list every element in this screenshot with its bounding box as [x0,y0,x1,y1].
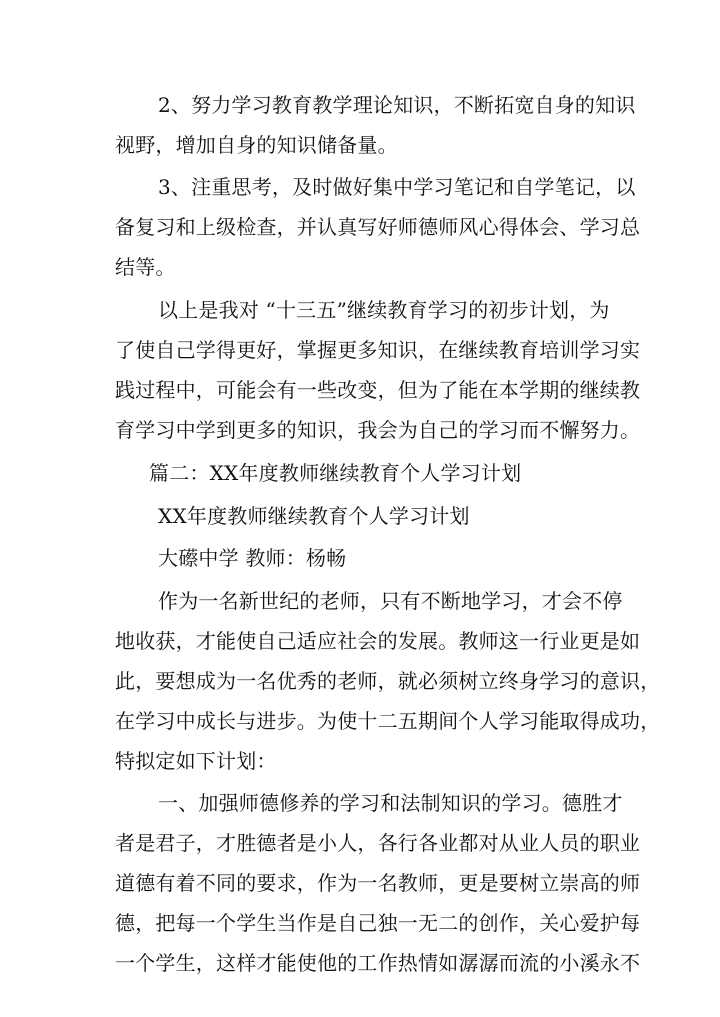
paragraph-line: 结等。 [115,255,176,279]
paragraph-line: 备复习和上级检查，并认真写好师德师风心得体会、学习总 [115,215,641,239]
paragraph-line: 地收获，才能使自己适应社会的发展。教师这一行业更是如 [115,629,641,653]
document-title: XX年度教师继续教育个人学习计划 [158,504,470,528]
paragraph-line: 一个学生，这样才能使他的工作热情如潺潺而流的小溪永不 [115,951,641,975]
paragraph-line: 以上是我对 “十三五”继续教育学习的初步计划，为 [158,298,610,322]
paragraph-line: 2、努力学习教育教学理论知识，不断拓宽自身的知识 [158,93,636,117]
paragraph-line: 育学习中学到更多的知识，我会为自己的学习而不懈努力。 [115,418,641,442]
paragraph-line: 一、加强师德修养的学习和法制知识的学习。德胜才 [158,791,623,815]
paragraph-line: 道德有着不同的要求，作为一名教师，更是要树立崇高的师 [115,871,641,895]
author-line: 大礤中学 教师：杨畅 [158,546,347,570]
paragraph-line: 践过程中，可能会有一些改变，但为了能在本学期的继续教 [115,378,641,402]
paragraph-line: 了使自己学得更好，掌握更多知识，在继续教育培训学习实 [115,338,641,362]
section-heading: 篇二：XX年度教师继续教育个人学习计划 [149,461,522,485]
paragraph-line: 视野，增加自身的知识储备量。 [115,133,398,157]
paragraph-line: 在学习中成长与进步。为使十二五期间个人学习能取得成功， [115,709,661,733]
paragraph-line: 此，要想成为一名优秀的老师，就必须树立终身学习的意识， [115,669,661,693]
paragraph-line: 者是君子，才胜德者是小人，各行各业都对从业人员的职业 [115,831,641,855]
paragraph-line: 德，把每一个学生当作是自己独一无二的创作，关心爱护每 [115,911,641,935]
paragraph-line: 3、注重思考，及时做好集中学习笔记和自学笔记，以 [158,175,636,199]
paragraph-line: 作为一名新世纪的老师，只有不断地学习，才会不停 [158,589,623,613]
paragraph-line: 特拟定如下计划： [115,749,277,773]
